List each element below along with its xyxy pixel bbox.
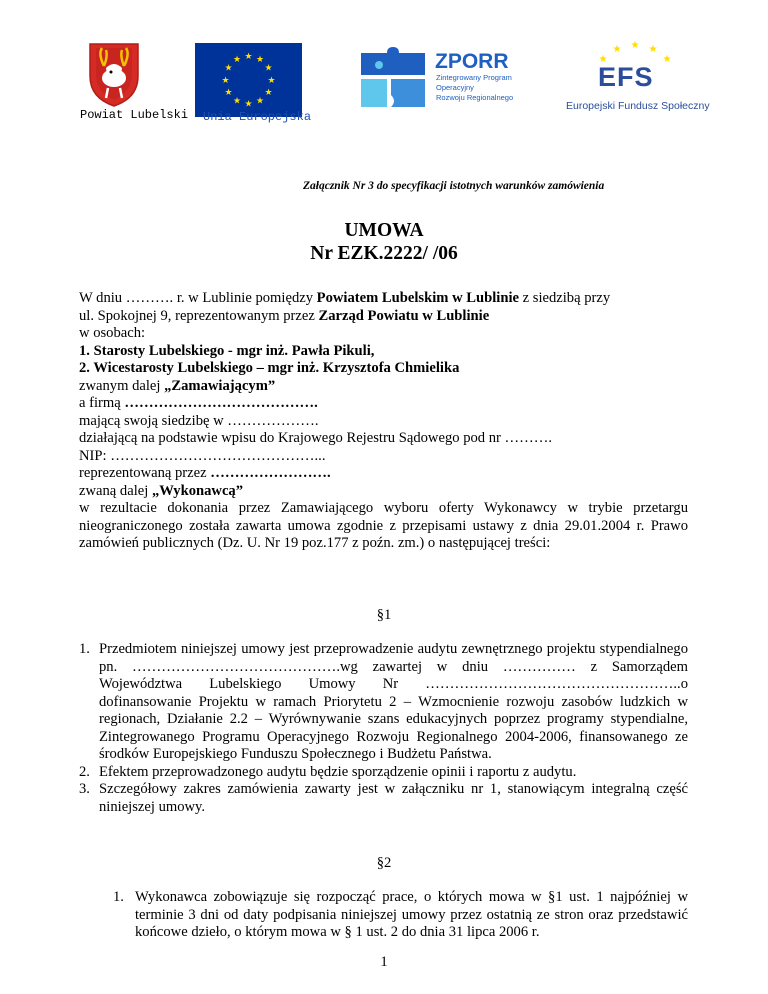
contract-number: Nr EZK.2222/ /06 [310,243,458,264]
zporr-puzzle-icon [357,45,429,113]
zporr-line3: Rozwoju Regionalnego [436,93,514,102]
svg-text:★: ★ [255,55,265,65]
svg-text:★: ★ [232,55,242,65]
intro-line: NIP: ……………………………………... [79,447,326,464]
eu-label: Unia Europejska [203,110,312,124]
representative-1: 1. Starosty Lubelskiego - mgr inż. Pawła Pikuli, [79,342,375,359]
svg-text:★: ★ [264,88,273,98]
svg-text:★: ★ [662,54,672,65]
svg-text:★: ★ [267,76,276,86]
intro-line: ul. Spokojnej 9, reprezentowanym przez Zarząd Powiatu w Lublinie [79,307,490,324]
page-number: 1 [380,954,388,970]
powiat-lubelski-label: Powiat Lubelski [80,108,189,122]
svg-text:★: ★ [648,44,658,55]
efs-title: EFS [598,62,654,92]
intro-line: zwaną dalej „Wykonawcą” [79,482,244,499]
svg-text:★: ★ [232,96,242,107]
intro-line: zwanym dalej „Zamawiającym” [79,377,276,394]
intro-block [79,290,688,553]
eu-flag [195,43,302,117]
list-item: 3. Szczegółowy zakres zamówienia zawarty jest w załączniku nr 1, stanowiącym integralną część niniejszej umowy. [79,781,688,815]
representative-2: 2. Wicestarosty Lubelskiego – mgr inż. Krzysztofa Chmielika [79,360,460,376]
svg-text:★: ★ [264,63,273,74]
intro-line: działającą na podstawie wpisu do Krajowego Rejestru Sądowego pod nr ………. [79,430,552,446]
svg-text:★: ★ [255,96,265,107]
intro-line: a firmą …………………………………. [79,395,318,411]
intro-line: reprezentowaną przez ……………………. [79,465,331,481]
list-item: 2. Efektem przeprowadzonego audytu będzie sporządzenie opinii i raportu z audytu. [79,763,577,780]
section-1-heading: §1 [376,607,392,623]
logo-header [0,0,768,130]
attachment-note: Załącznik Nr 3 do specyfikacji istotnych warunków zamówienia [303,180,605,192]
list-item: 1. Przedmiotem niniejszej umowy jest przeprowadzenie audytu zewnętrznego projektu stypendialnego pn. …………………………………….wg zawartej w dniu …………… z Samorządem Województwa Lubelskiego Umowy Nr ……………………………………………..o dofinansowanie Projektu w ramach Priorytetu 2 – Wzmocnienie rozwoju zasobów ludzkich w regionach, Działanie 2.2 – Wyrównywanie szans edukacyjnych poprzez programy stypendialne, Zintegrowanego Programu Operacyjnego Rozwoju Regionalnego 2004-2006, finansowanego ze środków Europejskiego Funduszu Społecznego i Budżetu Państwa. [79,641,688,762]
svg-text:★: ★ [598,54,608,65]
document-title: UMOWA [344,220,424,241]
intro-line: mającą swoją siedzibę w ………………. [79,412,319,429]
svg-text:★: ★ [630,40,640,51]
powiat-lubelski-crest [84,40,144,108]
zporr-line1: Zintegrowany Program [436,73,512,82]
zporr-line2: Operacyjny [436,83,474,92]
svg-text:★: ★ [244,99,253,110]
intro-line: W dniu ………. r. w Lublinie pomiędzy Powiatem Lubelskim w Lublinie z siedzibą przy [79,290,611,306]
intro-paragraph: w rezultacie dokonania przez Zamawiającego wyboru oferty Wykonawcy w trybie przetargu nieograniczonego została zawarta umowa zgodnie z przepisami ustawy z dnia 29.01.2004 r. Prawo zamówień publicznych (Dz. U. Nr 19 poz.177 z poźn. zm.) o następującej treści: [79,500,688,551]
svg-text:★: ★ [612,44,622,55]
section-1-list [79,641,688,816]
svg-text:★: ★ [224,88,233,98]
efs-caption: Europejski Fundusz Społeczny [566,100,710,112]
zporr-title: ZPORR [435,50,509,73]
section-2-list [113,889,688,942]
section-2-heading: §2 [376,855,392,871]
svg-text:★: ★ [224,63,233,74]
intro-line: w osobach: [79,325,146,341]
list-item: 1. Wykonawca zobowiązuje się rozpocząć prace, o których mowa w §1 ust. 1 najpóźniej w terminie 3 dni od daty podpisania niniejszej umowy przez ostatnią ze stron oraz przedstawić końcowe dzieło, o którym mowa w § 1 ust. 2 do dnia 31 lipca 2006 r. [113,889,688,940]
svg-text:★: ★ [244,52,253,62]
svg-text:★: ★ [221,76,230,86]
